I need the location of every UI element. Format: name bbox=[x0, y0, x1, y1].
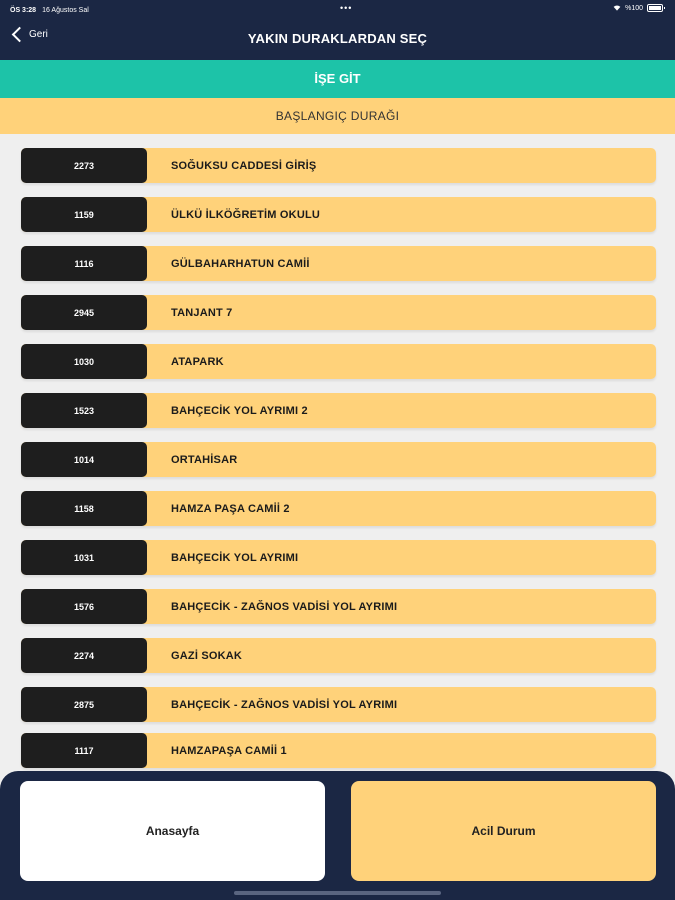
stop-code: 2274 bbox=[21, 638, 147, 673]
stop-name: ÜLKÜ İLKÖĞRETİM OKULU bbox=[171, 208, 321, 221]
stop-row[interactable] bbox=[21, 638, 656, 673]
stop-name: GÜLBAHARHATUN CAMİİ bbox=[171, 257, 310, 270]
stop-name: ORTAHİSAR bbox=[171, 453, 238, 466]
stop-code: 2273 bbox=[21, 148, 147, 183]
status-time: ÖS 3:28 bbox=[10, 6, 37, 14]
stop-row[interactable] bbox=[21, 197, 656, 232]
status-right bbox=[613, 4, 663, 12]
stop-name: BAHÇECİK YOL AYRIMI 2 bbox=[171, 404, 308, 417]
stop-name: TANJANT 7 bbox=[171, 306, 233, 319]
stop-code: 2875 bbox=[21, 687, 147, 722]
tab-ise-git[interactable]: İŞE GİT bbox=[0, 60, 675, 98]
stop-name: BAHÇECİK - ZAĞNOS VADİSİ YOL AYRIMI bbox=[171, 698, 398, 711]
stop-code: 1159 bbox=[21, 197, 147, 232]
stop-row[interactable] bbox=[21, 344, 656, 379]
emergency-button[interactable]: Acil Durum bbox=[351, 781, 656, 881]
stop-code: 1576 bbox=[21, 589, 147, 624]
stop-name: HAMZAPAŞA CAMİİ 1 bbox=[171, 744, 287, 757]
stop-name: SOĞUKSU CADDESİ GİRİŞ bbox=[171, 159, 317, 172]
stop-name: GAZİ SOKAK bbox=[171, 649, 243, 662]
stop-row[interactable] bbox=[21, 295, 656, 330]
stop-row[interactable] bbox=[21, 148, 656, 183]
stop-code: 1116 bbox=[21, 246, 147, 281]
stop-code: 1031 bbox=[21, 540, 147, 575]
page-title: YAKIN DURAKLARDAN SEÇ bbox=[247, 31, 428, 46]
stop-code: 2945 bbox=[21, 295, 147, 330]
stop-code: 1158 bbox=[21, 491, 147, 526]
stop-name: BAHÇECİK - ZAĞNOS VADİSİ YOL AYRIMI bbox=[171, 600, 398, 613]
stop-code: 1030 bbox=[21, 344, 147, 379]
stop-row[interactable] bbox=[21, 246, 656, 281]
stop-row[interactable] bbox=[21, 589, 656, 624]
stop-row[interactable] bbox=[21, 540, 656, 575]
stop-row[interactable] bbox=[21, 491, 656, 526]
wifi-icon bbox=[613, 5, 621, 11]
home-button[interactable]: Anasayfa bbox=[20, 781, 325, 881]
stop-name: HAMZA PAŞA CAMİİ 2 bbox=[171, 502, 290, 515]
status-bar bbox=[10, 4, 663, 16]
back-label: Geri bbox=[29, 29, 48, 40]
stop-row[interactable] bbox=[21, 393, 656, 428]
battery-icon bbox=[647, 4, 663, 12]
stop-name: BAHÇECİK YOL AYRIMI bbox=[171, 551, 299, 564]
top-bar bbox=[0, 0, 675, 60]
home-indicator[interactable] bbox=[234, 891, 441, 895]
bottom-action-bar bbox=[0, 771, 675, 900]
stop-code: 1523 bbox=[21, 393, 147, 428]
status-date: 16 Ağustos Sal bbox=[42, 6, 89, 14]
stop-row[interactable] bbox=[21, 687, 656, 722]
battery-percent: %100 bbox=[625, 4, 643, 12]
multitask-dots[interactable]: ••• bbox=[340, 3, 353, 13]
stop-row[interactable] bbox=[21, 442, 656, 477]
stop-name: ATAPARK bbox=[171, 355, 224, 368]
stop-code: 1014 bbox=[21, 442, 147, 477]
section-header-start-stop: BAŞLANGIÇ DURAĞI bbox=[0, 98, 675, 134]
stop-row[interactable] bbox=[21, 733, 656, 768]
stop-code: 1117 bbox=[21, 733, 147, 768]
